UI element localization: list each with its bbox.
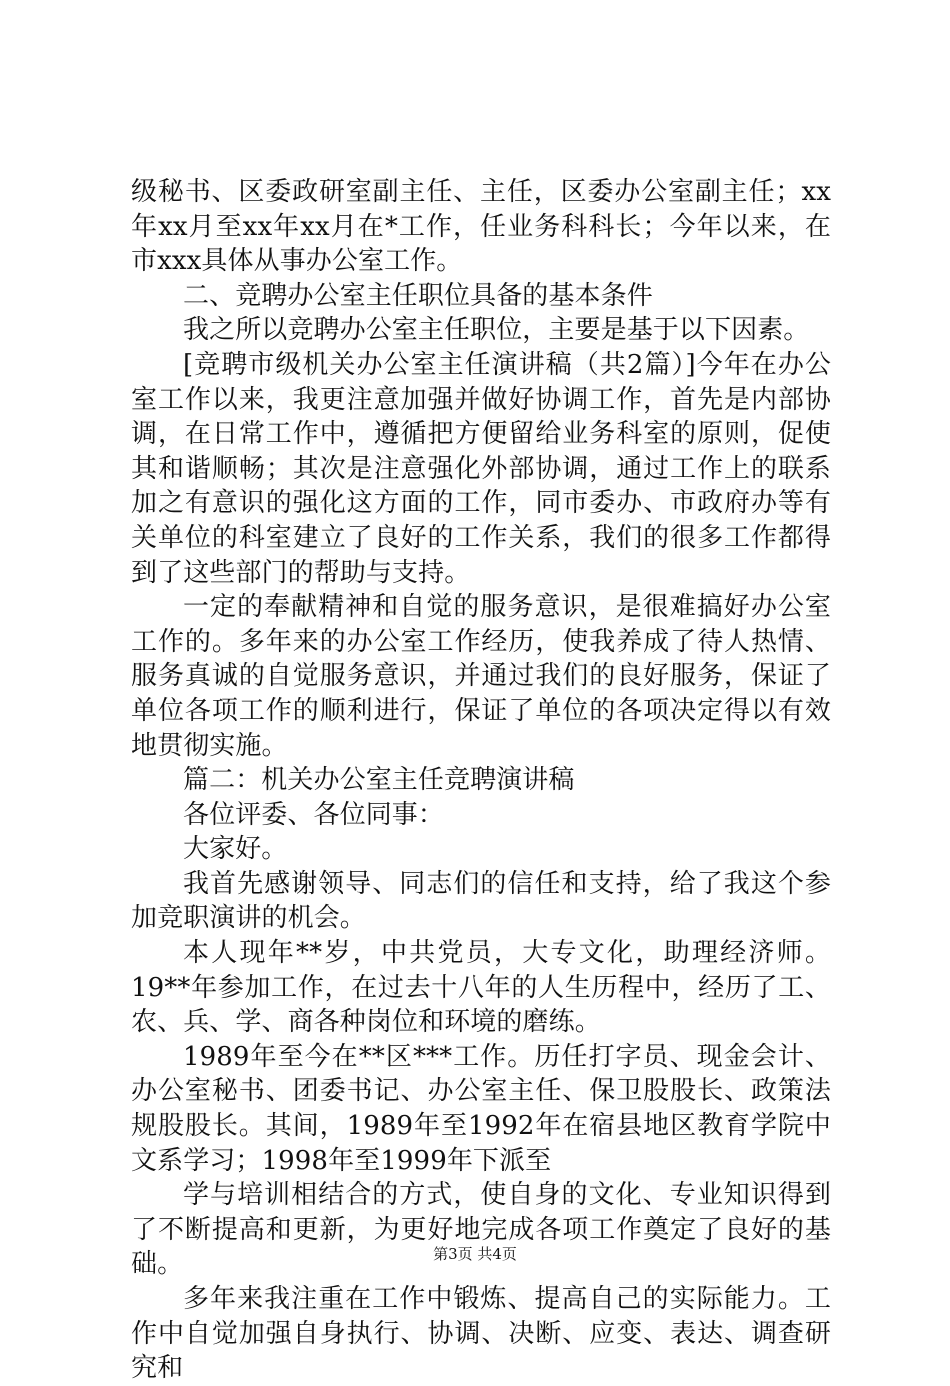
section-heading-part-two: 篇二：机关办公室主任竞聘演讲稿 [183,765,575,796]
section-heading-qualifications: 二、竞聘办公室主任职位具备的基本条件 [183,280,653,311]
paragraph-10: 本人现年**岁，中共党员，大专文化，助理经济师。19**年参加工作，在过去十八年的人生历程中，经历了工、农、兵、学、商各种岗位和环境的磨练。 [131,938,831,1038]
paragraph-3: 我之所以竞聘办公室主任职位，主要是基于以下因素。 [183,315,810,346]
paragraph-9: 我首先感谢领导、同志们的信任和支持，给了我这个参加竞职演讲的机会。 [131,868,831,934]
salutation: 各位评委、各位同事： [183,799,445,830]
paragraph-1: 级秘书、区委政研室副主任、主任，区委办公室副主任；xx年xx月至xx年xx月在*工作，任业务科科长；今年以来，在市xxx具体从事办公室工作。 [131,177,831,277]
paragraph-12: 学与培训相结合的方式，使自身的文化、专业知识得到了不断提高和更新，为更好地完成各项工作奠定了良好的基础。 [131,1180,831,1280]
document-body [131,175,831,1386]
paragraph-5: 一定的奉献精神和自觉的服务意识，是很难搞好办公室工作的。多年来的办公室工作经历，使我养成了待人热情、服务真诚的自觉服务意识，并通过我们的良好服务，保证了单位各项工作的顺利进行，保证了单位的各项决定得以有效地贯彻实施。 [131,592,831,761]
paragraph-13: 多年来我注重在工作中锻炼、提高自己的实际能力。工作中自觉加强自身执行、协调、决断、应变、表达、调查研究和 [131,1284,831,1384]
paragraph-11: 1989年至今在**区***工作。历任打字员、现金会计、办公室秘书、团委书记、办公室主任、保卫股股长、政策法规股股长。其间，1989年至1992年在宿县地区教育学院中文系学习；1998年至1999年下派至 [131,1041,831,1176]
page-number-footer: 第3页 共4页 [433,1245,517,1263]
greeting: 大家好。 [183,834,288,865]
paragraph-4: [竞聘市级机关办公室主任演讲稿（共2篇）]今年在办公室工作以来，我更注意加强并做好协调工作，首先是内部协调，在日常工作中，遵循把方便留给业务科室的原则，促使其和谐顺畅；其次是注意强化外部协调，通过工作上的联系加之有意识的强化这方面的工作，同市委办、市政府办等有关单位的科室建立了良好的工作关系，我们的很多工作都得到了这些部门的帮助与支持。 [131,349,831,588]
